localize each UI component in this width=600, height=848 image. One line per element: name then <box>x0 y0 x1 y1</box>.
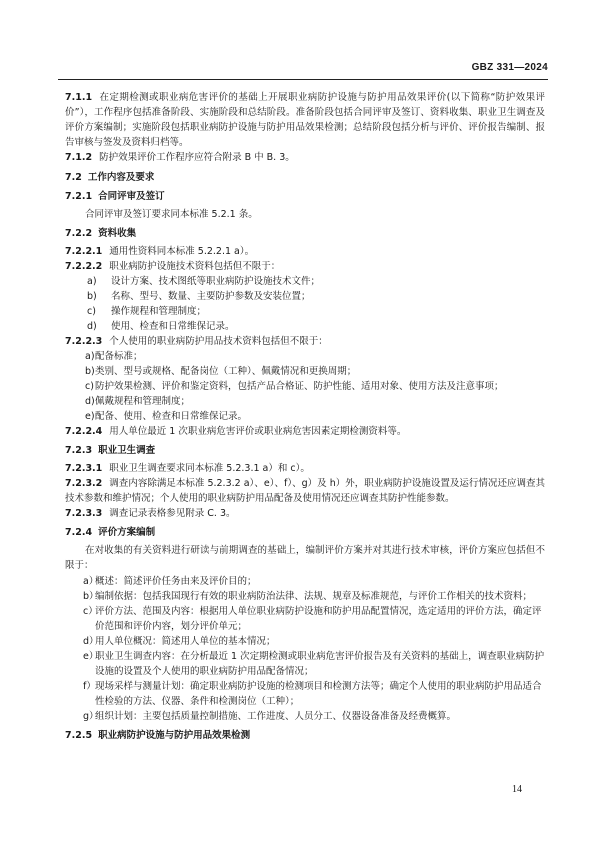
clause-number: 7.2.2.3 <box>65 336 103 347</box>
clause-number: 7.2.3.3 <box>65 508 103 519</box>
clause-number: 7.2.2.4 <box>65 426 103 437</box>
section-7-2-5-heading <box>65 728 545 743</box>
list-marker: d) <box>85 396 95 407</box>
list-item-text: 编制依据：包括我国现行有效的职业病防治法律、法规、规章及标准规范，与评价工作相关的技术资料； <box>95 591 533 602</box>
section-title: 工作内容及要求 <box>87 172 155 183</box>
list-item <box>65 379 545 394</box>
list-item-text: 佩戴规程和管理制度； <box>95 396 191 407</box>
list-item <box>65 349 545 364</box>
clause-number: 7.1.1 <box>65 92 93 103</box>
clause-number: 7.2.3.2 <box>65 478 103 489</box>
section-number: 7.2.1 <box>65 191 93 202</box>
section-number: 7.2 <box>65 172 82 183</box>
header-rule <box>58 79 548 80</box>
list-marker: f） <box>83 681 96 692</box>
section-7-2-1-body: 合同评审及签订要求同本标准 5.2.1 条。 <box>85 209 258 220</box>
clause-number: 7.2.2.2 <box>65 261 103 272</box>
list-item-text: 类别、型号或规格、配备岗位（工种）、佩戴情况和更换周期； <box>95 366 357 377</box>
list-marker: d) <box>87 321 97 332</box>
list-item-text: 组织计划：主要包括质量控制措施、工作进度、人员分工、仪器设备准备及经费概算。 <box>95 711 457 722</box>
clause-7-2-3-3 <box>65 506 545 521</box>
section-number: 7.2.4 <box>65 527 93 538</box>
list-item <box>65 289 545 304</box>
clause-text: 防护效果评价工作程序应符合附录 B 中 B. 3。 <box>99 152 295 163</box>
clause-text: 通用性资料同本标准 5.2.2.1 a）。 <box>109 246 255 257</box>
list-item-text: 设计方案、技术图纸等职业病防护设施技术文件； <box>111 276 321 287</box>
list-marker: c) <box>87 306 96 317</box>
list-item-text: 名称、型号、数量、主要防护参数及安装位置； <box>111 291 311 302</box>
clause-number: 7.2.2.1 <box>65 246 103 257</box>
clause-text: 用人单位最近 1 次职业病危害评价或职业病危害因素定期检测资料等。 <box>109 426 407 437</box>
list-item-text: 用人单位概况：简述用人单位的基本情况； <box>95 636 276 647</box>
section-7-2-4-body: 在对收集的有关资料进行研读与前期调查的基础上，编制评价方案并对其进行技术审核，评价方案应包括但不限于： <box>65 545 545 571</box>
clause-number: 7.2.3.1 <box>65 463 103 474</box>
section-number: 7.2.5 <box>65 730 93 741</box>
section-7-2-3-heading <box>65 443 545 458</box>
list-marker: b) <box>87 291 97 302</box>
list-item-text: 概述：简述评价任务由来及评价目的； <box>95 576 257 587</box>
list-item <box>65 634 545 649</box>
list-item <box>65 604 545 634</box>
list-item <box>65 649 545 679</box>
list-marker: d） <box>83 636 99 647</box>
section-title: 评价方案编制 <box>98 527 156 538</box>
list-marker: a) <box>87 276 97 287</box>
list-marker: c） <box>83 606 98 617</box>
list-marker: b) <box>85 366 95 377</box>
clause-7-2-2-2 <box>65 259 545 274</box>
clause-text: 职业病防护设施技术资料包括但不限于： <box>109 261 281 272</box>
section-7-2-1-heading <box>65 189 545 204</box>
list-item <box>65 364 545 379</box>
clause-text: 调查内容除满足本标准 5.2.3.2 a）、e）、f）、g）及 h）外，职业病防护设施设置及运行情况还应调查其技术参数和维护情况；个人使用的职业病防护用品配备及使用情况还应调查其防护性能参数。 <box>65 478 545 504</box>
list-item-text: 操作规程和管理制度； <box>111 306 207 317</box>
list-item-text: 职业卫生调查内容：在分析最近 1 次定期检测或职业病危害评价报告及有关资料的基础上，调查职业病防护设施的设置及个人使用的职业病防护用品配备情况； <box>95 651 545 677</box>
list-marker: e) <box>85 411 95 422</box>
list-item <box>65 304 545 319</box>
list-item-text: 评价方法、范围及内容：根据用人单位职业病防护设施和防护用品配置情况，选定适用的评价方法，确定评价范围和评价内容，划分评价单元； <box>95 606 542 632</box>
clause-text: 调查记录表格参见附录 C. 3。 <box>109 508 236 519</box>
list-item <box>65 274 545 289</box>
list-marker: g） <box>83 711 99 722</box>
section-title: 职业病防护设施与防护用品效果检测 <box>98 730 251 741</box>
clause-7-2-2-1 <box>65 244 545 259</box>
clause-text: 在定期检测或职业病危害评价的基础上开展职业病防护设施与防护用品效果评价(以下简称“防护效果评价”），工作程序包括准备阶段、实施阶段和总结阶段。准备阶段包括合同评审及签订、资料收集、职业卫生调查及评价方案编制；实施阶段包括职业病防护设施与防护用品效果检测；总结阶段包括分析与评价、评价报告编制、报告审核与签发及资料归档等。 <box>65 92 545 148</box>
list-item <box>65 709 545 724</box>
section-7-2-2-heading <box>65 226 545 241</box>
list-item-text: 使用、检查和日常维保记录。 <box>111 321 235 332</box>
clause-7-1-2 <box>65 150 545 165</box>
list-item <box>65 319 545 334</box>
section-title: 合同评审及签订 <box>98 191 165 202</box>
section-7-2-4-heading <box>65 525 545 540</box>
section-number: 7.2.2 <box>65 228 93 239</box>
list-marker: a） <box>83 576 99 587</box>
clause-7-1-1 <box>65 90 545 150</box>
list-item <box>65 589 545 604</box>
list-item-text: 配备标准； <box>95 351 143 362</box>
clause-7-2-3-2 <box>65 476 545 506</box>
list-item <box>65 679 545 709</box>
clause-7-2-2-3 <box>65 334 545 349</box>
list-marker: a) <box>85 351 95 362</box>
list-item-text: 现场采样与测量计划：确定职业病防护设施的检测项目和检测方法等；确定个人使用的职业病防护用品适合性检验的方法、仪器、条件和检测岗位（工种）； <box>95 681 542 707</box>
list-marker: c) <box>85 381 94 392</box>
section-title: 资料收集 <box>98 228 137 239</box>
list-item-text: 配备、使用、检查和日常维保记录。 <box>95 411 248 422</box>
clause-text: 个人使用的职业病防护用品技术资料包括但不限于： <box>109 336 328 347</box>
clause-number: 7.1.2 <box>65 152 93 163</box>
clause-7-2-2-4 <box>65 424 545 439</box>
clause-text: 职业卫生调查要求同本标准 5.2.3.1 a）和 c）。 <box>109 463 310 474</box>
standard-code-header: GBZ 331—2024 <box>471 62 548 73</box>
list-item-text: 防护效果检测、评价和鉴定资料，包括产品合格证、防护性能、适用对象、使用方法及注意事项； <box>95 381 504 392</box>
section-7-2-heading <box>65 170 545 185</box>
document-body <box>65 90 545 746</box>
list-item <box>65 409 545 424</box>
list-marker: e） <box>83 651 99 662</box>
page-number: 14 <box>512 784 522 795</box>
list-marker: b） <box>83 591 99 602</box>
section-title: 职业卫生调查 <box>98 445 156 456</box>
list-item <box>65 574 545 589</box>
section-number: 7.2.3 <box>65 445 93 456</box>
list-item <box>65 394 545 409</box>
clause-7-2-3-1 <box>65 461 545 476</box>
